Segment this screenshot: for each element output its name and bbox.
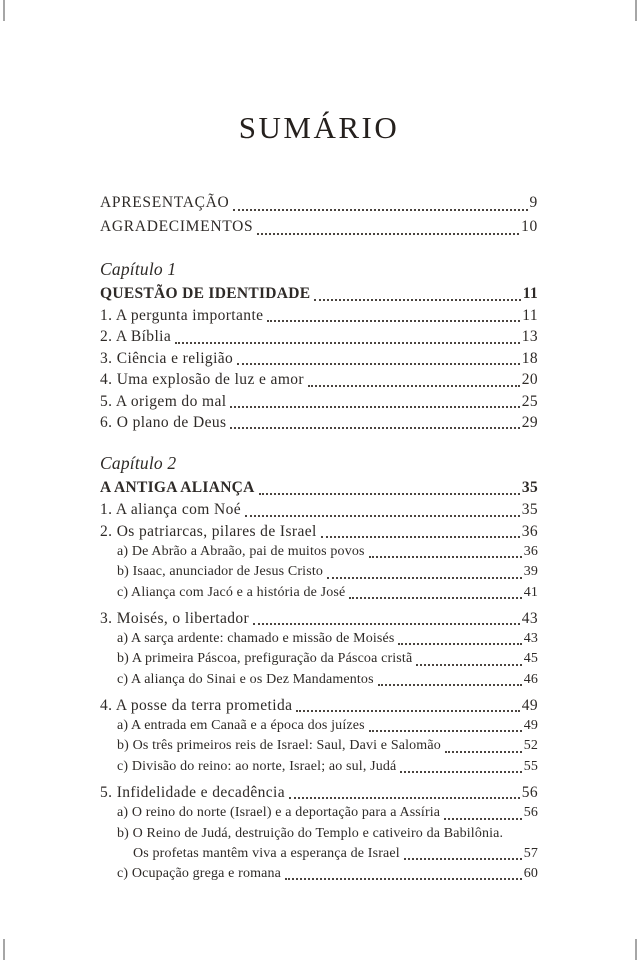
entry-label: b) O Reino de Judá, destruição do Templo e cativeiro da Babilônia. — [117, 825, 504, 841]
dot-leader — [237, 363, 519, 365]
chapter-title-entry — [100, 476, 538, 499]
dot-leader — [230, 406, 519, 408]
toc-entry — [100, 782, 538, 803]
toc-entry — [100, 736, 538, 756]
toc-entry — [100, 670, 538, 690]
chapter-title-entry — [100, 282, 538, 305]
entry-label: a) A entrada em Canaã e a época dos juízes — [117, 718, 365, 734]
crop-mark-top-right — [635, 0, 637, 21]
dot-leader — [285, 878, 522, 880]
page-number: 43 — [521, 609, 538, 627]
page-number: 25 — [521, 392, 538, 410]
chapter-label: Capítulo 1 — [100, 259, 177, 279]
entry-label: 3. Moisés, o libertador — [100, 609, 250, 627]
toc-entry — [100, 864, 538, 884]
entry-label: 5. Infidelidade e decadência — [100, 783, 286, 801]
dot-leader — [369, 730, 522, 732]
dot-leader — [245, 515, 520, 517]
entry-label: Os profetas mantêm viva a esperança de Israel — [133, 845, 400, 861]
chapter-section — [100, 257, 538, 433]
entry-label: 5. A origem do mal — [100, 392, 227, 410]
page-number: 36 — [521, 522, 538, 540]
page-number: 41 — [523, 584, 538, 600]
entry-label: AGRADECIMENTOS — [100, 218, 254, 235]
page-number: 57 — [523, 845, 538, 861]
dot-leader — [398, 643, 521, 645]
dot-leader — [233, 209, 527, 211]
page-number: 10 — [521, 218, 538, 235]
entry-label: 4. A posse da terra prometida — [100, 696, 293, 714]
page-number: 29 — [521, 414, 538, 432]
dot-leader — [259, 493, 520, 495]
toc-entry — [100, 521, 538, 542]
dot-leader — [314, 299, 520, 301]
entry-label: c) Ocupação grega e romana — [117, 865, 282, 881]
entry-label: 2. Os patriarcas, pilares de Israel — [100, 522, 317, 540]
page-number: 49 — [523, 718, 538, 734]
dot-leader — [416, 664, 521, 666]
crop-mark-bottom-right — [635, 939, 637, 960]
entry-label: a) De Abrão a Abraão, pai de muitos povos — [117, 544, 365, 560]
entry-label: a) A sarça ardente: chamado e missão de Moisés — [117, 631, 395, 647]
page-content — [100, 0, 538, 884]
chapter-section — [100, 451, 538, 884]
dot-leader — [321, 536, 520, 538]
page-number: 49 — [521, 696, 538, 714]
dot-leader — [404, 858, 522, 860]
toc-entry — [100, 608, 538, 629]
entry-label: a) O reino do norte (Israel) e a deportação para a Assíria — [117, 805, 441, 821]
page-number: 39 — [523, 564, 538, 580]
toc-entry — [100, 629, 538, 649]
entry-label: c) A aliança do Sinai e os Dez Mandamentos — [117, 671, 374, 687]
page-number: 46 — [523, 671, 538, 687]
dot-leader — [253, 623, 520, 625]
entry-label: b) A primeira Páscoa, prefiguração da Páscoa cristã — [117, 651, 413, 667]
entry-label: 1. A aliança com Noé — [100, 501, 241, 519]
toc-entry — [100, 757, 538, 777]
page-number: 45 — [523, 651, 538, 667]
entry-label: 4. Uma explosão de luz e amor — [100, 371, 304, 389]
toc-entry — [100, 844, 538, 864]
chapters-list — [100, 257, 538, 884]
page-number: 11 — [522, 307, 538, 324]
dot-leader — [296, 710, 519, 712]
entry-label: c) Divisão do reino: ao norte, Israel; ao sul, Judá — [117, 758, 397, 774]
dot-leader — [369, 556, 522, 558]
page-number: 55 — [523, 758, 538, 774]
toc-entry — [100, 412, 538, 433]
dot-leader — [445, 751, 522, 753]
page-title: SUMÁRIO — [238, 110, 400, 145]
toc-entry — [100, 348, 538, 369]
page-number: 56 — [521, 783, 538, 801]
toc-entry — [100, 803, 538, 823]
page-number: 13 — [521, 328, 538, 346]
crop-mark-top-left — [3, 0, 5, 21]
entry-label: 3. Ciência e religião — [100, 349, 234, 367]
page-number: 20 — [521, 371, 538, 389]
toc-entry — [100, 583, 538, 603]
toc-entry — [100, 562, 538, 582]
dot-leader — [308, 385, 520, 387]
toc-entry — [100, 695, 538, 716]
front-matter-entry — [100, 215, 538, 239]
page-number: 36 — [523, 544, 538, 560]
entry-label: A ANTIGA ALIANÇA — [100, 479, 255, 497]
dot-leader — [444, 818, 522, 820]
toc-entry — [100, 716, 538, 736]
front-matter-entry — [100, 191, 538, 215]
dot-leader — [327, 577, 522, 579]
page-number: 9 — [529, 194, 538, 211]
dot-leader — [378, 684, 522, 686]
dot-leader — [175, 342, 520, 344]
page-number: 35 — [521, 479, 538, 497]
page-number: 52 — [523, 738, 538, 754]
toc-entry — [100, 305, 538, 326]
dot-leader — [349, 597, 521, 599]
entry-label: QUESTÃO DE IDENTIDADE — [100, 285, 311, 302]
front-matter-list — [100, 191, 538, 239]
entry-label: APRESENTAÇÃO — [100, 194, 230, 211]
dot-leader — [400, 771, 521, 773]
page-number: 43 — [523, 631, 538, 647]
chapter-label: Capítulo 2 — [100, 453, 177, 474]
page-number: 60 — [523, 865, 538, 881]
entry-label: b) Isaac, anunciador de Jesus Cristo — [117, 564, 324, 580]
toc-entry — [100, 391, 538, 412]
toc-entry — [100, 326, 538, 347]
toc-entry — [100, 542, 538, 562]
page-number: 56 — [523, 805, 538, 821]
toc-entry — [100, 649, 538, 669]
toc-entry — [100, 369, 538, 390]
entry-label: c) Aliança com Jacó e a história de José — [117, 584, 346, 600]
entry-label: 2. A Bíblia — [100, 328, 172, 346]
crop-mark-bottom-left — [3, 939, 5, 960]
toc-entry — [100, 499, 538, 520]
dot-leader — [230, 427, 519, 429]
entry-label: b) Os três primeiros reis de Israel: Saul, Davi e Salomão — [117, 738, 441, 754]
page-number: 18 — [521, 349, 538, 367]
dot-leader — [257, 233, 519, 235]
entry-label: 1. A pergunta importante — [100, 307, 264, 324]
toc-entry — [100, 824, 538, 844]
dot-leader — [267, 320, 520, 322]
dot-leader — [289, 797, 520, 799]
page-number: 11 — [522, 285, 538, 302]
page-number: 35 — [521, 501, 538, 519]
entry-label: 6. O plano de Deus — [100, 414, 227, 432]
